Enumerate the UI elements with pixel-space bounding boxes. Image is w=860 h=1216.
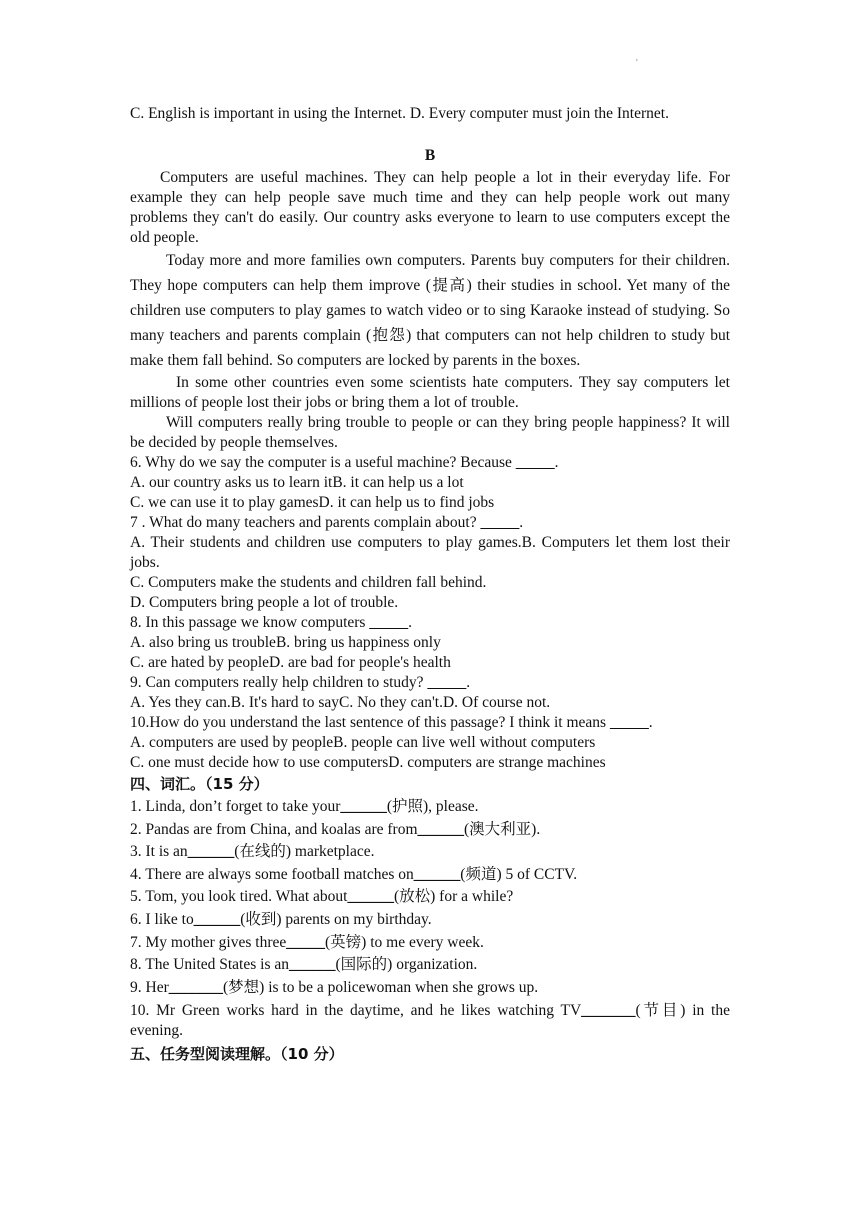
- answer-blank: _______: [168, 978, 223, 996]
- answer-blank: ______: [340, 798, 387, 815]
- vocab-item: 4. There are always some football matches on______(频道) 5 of CCTV.: [130, 865, 578, 883]
- vocab-item: 9. Her_______(梦想) is to be a policewoman when she grows up.: [130, 978, 539, 996]
- vocab-item: 10. Mr Green works hard in the daytime, and he likes watching TV_______(节目) in the evening.: [130, 1002, 730, 1040]
- passage-title: B: [424, 147, 436, 164]
- answer-blank: _____: [369, 614, 409, 631]
- question-stem: 6. Why do we say the computer is a useful machine? Because _____.: [130, 454, 559, 471]
- question-stem: 10.How do you understand the last sentence of this passage? I think it means _____.: [130, 714, 653, 731]
- answer-blank: ______: [347, 888, 394, 906]
- answer-blank: ______: [417, 820, 465, 838]
- passage-paragraph-1: Computers are useful machines. They can help people a lot in their everyday life. For example they can help people save much time and they can help people work out many problems they can't do easily. Our country asks everyone to learn to use computers except the old people.: [130, 169, 730, 246]
- answer-blank: ______: [187, 843, 235, 861]
- question-option: A. also bring us troubleB. bring us happiness only: [130, 634, 441, 651]
- vocab-item: 7. My mother gives three_____(英镑) to me every week.: [130, 933, 484, 951]
- answer-blank: _____: [480, 514, 520, 531]
- answer-blank: ______: [193, 910, 241, 928]
- passage-paragraph-4: Will computers really bring trouble to people or can they bring people happiness? It will be decided by people themselves.: [130, 414, 730, 451]
- question-option: C. one must decide how to use computersD. computers are strange machines: [130, 754, 606, 771]
- question-option: A. Yes they can.B. It's hard to sayC. No they can't.D. Of course not.: [130, 694, 551, 711]
- continued-option: C. English is important in using the Internet. D. Every computer must join the Internet.: [130, 105, 669, 122]
- question-stem: 9. Can computers really help children to study? _____.: [130, 674, 471, 691]
- question-option: D. Computers bring people a lot of trouble.: [130, 594, 399, 611]
- vocab-item: 6. I like to______(收到) parents on my birthday.: [130, 910, 432, 928]
- vocab-item: 1. Linda, don’t forget to take your______(护照), please.: [130, 798, 479, 815]
- question-stem: 7 . What do many teachers and parents complain about? _____.: [130, 514, 524, 531]
- question-option: C. are hated by peopleD. are bad for people's health: [130, 654, 451, 671]
- answer-blank: ______: [289, 956, 336, 974]
- question-option: C. Computers make the students and children fall behind.: [130, 574, 487, 591]
- question-option: A. computers are used by peopleB. people can live well without computers: [130, 734, 596, 751]
- section-title-task-reading: 五、任务型阅读理解。（10 分）: [130, 1045, 344, 1064]
- answer-blank: _____: [427, 674, 467, 691]
- vocab-item: 8. The United States is an______(国际的) organization.: [130, 956, 478, 974]
- vocab-item: 5. Tom, you look tired. What about______(放松) for a while?: [130, 888, 514, 906]
- answer-blank: _____: [609, 714, 649, 731]
- answer-blank: _______: [581, 1002, 636, 1020]
- question-option: A. our country asks us to learn itB. it can help us a lot: [130, 474, 464, 491]
- answer-blank: ______: [413, 865, 461, 883]
- section-title-vocabulary: 四、词汇。（15 分）: [130, 775, 269, 793]
- passage-paragraph-2: Today more and more families own computers. Parents buy computers for their children. They hope computers can help them improve (提高) their studies in school. Yet many of the children use computers to play games to watch video or to sing Karaoke instead of studying. So many teachers and parents complain (抱怨) that computers can not help children to study but make them fall behind. So computers are locked by parents in the boxes.: [130, 252, 730, 369]
- question-option: A. Their students and children use computers to play games.B. Computers let them lost their jobs.: [130, 534, 730, 571]
- answer-blank: _____: [286, 933, 326, 951]
- vocab-item: 2. Pandas are from China, and koalas are from______(澳大利亚).: [130, 820, 541, 838]
- passage-paragraph-3: In some other countries even some scientists hate computers. They say computers let millions of people lost their jobs or bring them a lot of trouble.: [130, 374, 730, 411]
- page-mark: ': [636, 58, 638, 69]
- document-content: [130, 104, 730, 1066]
- question-option: C. we can use it to play gamesD. it can help us to find jobs: [130, 494, 495, 511]
- answer-blank: _____: [515, 454, 555, 471]
- question-stem: 8. In this passage we know computers _____.: [130, 614, 412, 631]
- vocab-item: 3. It is an______(在线的) marketplace.: [130, 843, 375, 861]
